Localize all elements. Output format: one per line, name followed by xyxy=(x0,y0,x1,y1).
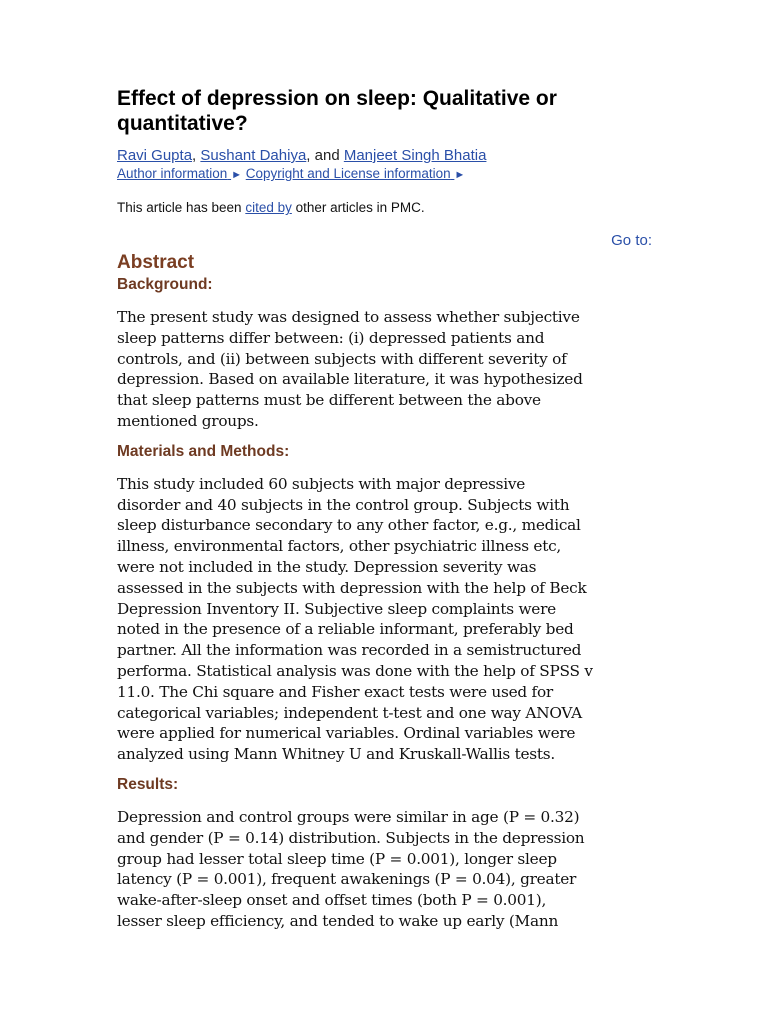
text-line: sleep disturbance secondary to any other factor, e.g., medical xyxy=(117,516,581,535)
text-line: categorical variables; independent t-test and one way ANOVA xyxy=(117,703,582,722)
text-line: partner. All the information was recorded in a semistructured xyxy=(117,641,582,660)
text-line: depression. Based on available literature, it was hypothesized xyxy=(117,370,583,389)
abstract-section-results xyxy=(117,775,657,932)
abstract-heading: Abstract xyxy=(117,252,195,273)
expand-arrow-icon: ► xyxy=(454,169,466,181)
text-line: noted in the presence of a reliable informant, preferably bed xyxy=(117,620,574,639)
section-body-materials-methods xyxy=(117,474,657,765)
article-title xyxy=(117,86,657,136)
copyright-license-link[interactable] xyxy=(246,166,466,181)
author-link-sushant-dahiya[interactable]: Sushant Dahiya xyxy=(200,147,307,164)
cited-by-suffix: other articles in PMC. xyxy=(291,200,425,215)
author-separator: , xyxy=(192,147,201,164)
text-line: mentioned groups. xyxy=(117,411,259,430)
article-meta-links xyxy=(117,166,657,183)
section-body-results xyxy=(117,807,657,932)
section-heading-background: Background: xyxy=(117,276,213,293)
text-line: Depression Inventory II. Subjective sleep complaints were xyxy=(117,599,556,618)
text-line: lesser sleep efficiency, and tended to wake up early (Mann xyxy=(117,911,559,930)
cited-by-link[interactable]: cited by xyxy=(245,200,292,215)
author-list xyxy=(117,147,657,165)
cited-by-prefix: This article has been xyxy=(117,200,246,215)
text-line: illness, environmental factors, other psychiatric illness etc, xyxy=(117,537,562,556)
author-information-label: Author information xyxy=(117,166,228,181)
text-line: group had lesser total sleep time (P = 0.001), longer sleep xyxy=(117,849,557,868)
expand-arrow-icon: ► xyxy=(231,169,242,181)
article-title-line-1: Effect of depression on sleep: Qualitative or xyxy=(117,87,557,110)
text-line: were not included in the study. Depression severity was xyxy=(117,557,537,576)
section-heading-materials-methods: Materials and Methods: xyxy=(117,442,290,460)
abstract-section-materials-methods xyxy=(117,442,657,765)
text-line: analyzed using Mann Whitney U and Kruskall-Wallis tests. xyxy=(117,745,556,764)
text-line: latency (P = 0.001), frequent awakenings (P = 0.04), greater xyxy=(117,870,577,889)
author-information-link[interactable] xyxy=(117,166,242,181)
text-line: This study included 60 subjects with major depressive xyxy=(117,474,526,493)
author-separator: , and xyxy=(306,147,344,164)
text-line: were applied for numerical variables. Ordinal variables were xyxy=(117,724,576,743)
text-line: and gender (P = 0.14) distribution. Subjects in the depression xyxy=(117,828,585,847)
text-line: sleep patterns differ between: (i) depressed patients and xyxy=(117,328,545,347)
text-line: 11.0. The Chi square and Fisher exact tests were used for xyxy=(117,682,553,701)
text-line: controls, and (ii) between subjects with different severity of xyxy=(117,349,567,368)
text-line: assessed in the subjects with depression with the help of Beck xyxy=(117,578,587,597)
article-title-line-2: quantitative? xyxy=(117,112,248,135)
text-line: Depression and control groups were similar in age (P = 0.32) xyxy=(117,807,580,826)
text-line: The present study was designed to assess whether subjective xyxy=(117,308,580,326)
section-heading-results: Results: xyxy=(117,775,179,793)
text-line: disorder and 40 subjects in the control group. Subjects with xyxy=(117,495,570,514)
go-to-menu[interactable]: Go to: xyxy=(611,232,652,249)
author-link-manjeet-singh-bhatia[interactable]: Manjeet Singh Bhatia xyxy=(343,147,487,164)
cited-by-notice xyxy=(117,200,657,216)
copyright-license-label: Copyright and License information xyxy=(245,166,451,181)
text-line: that sleep patterns must be different between the above xyxy=(117,391,541,410)
author-link-ravi-gupta[interactable]: Ravi Gupta xyxy=(117,147,193,164)
abstract-section-background xyxy=(117,275,657,432)
text-line: wake-after-sleep onset and offset times (both P = 0.001), xyxy=(117,891,547,910)
article-page xyxy=(117,86,657,942)
text-line: performa. Statistical analysis was done with the help of SPSS v xyxy=(117,661,593,680)
section-body-background xyxy=(117,307,657,432)
